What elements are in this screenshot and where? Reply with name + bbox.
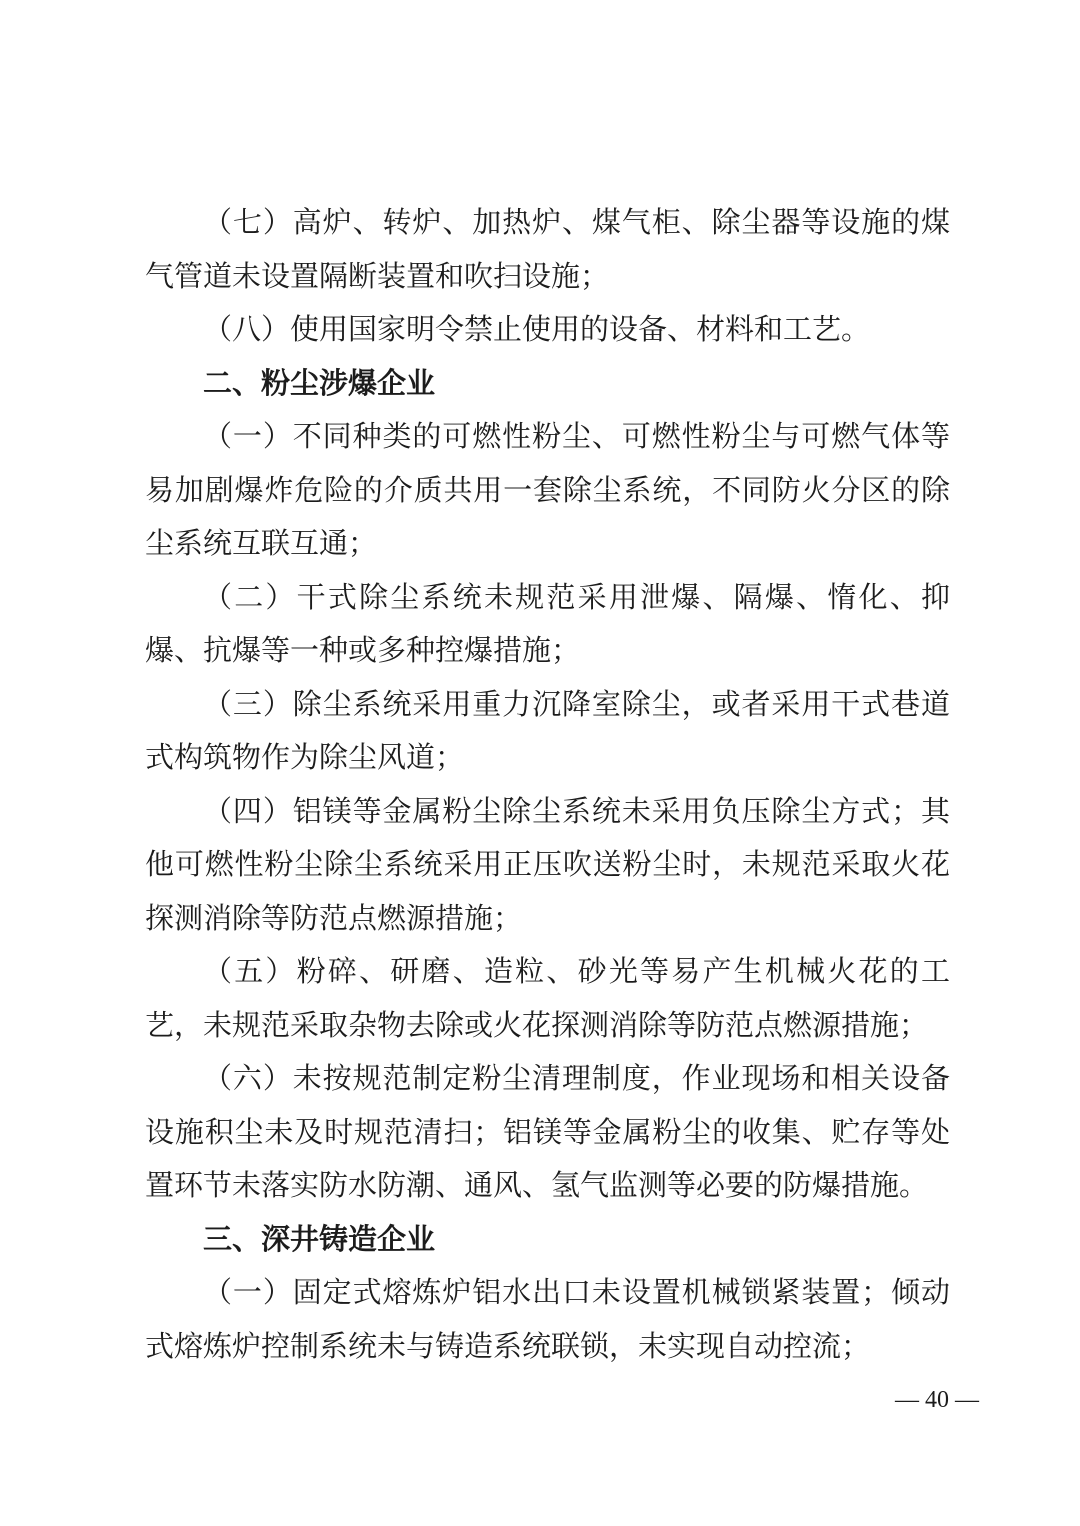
section-heading-deep-well-casting: 三、深井铸造企业	[203, 1221, 436, 1256]
document-body	[145, 196, 950, 1373]
paragraph-item-8: （八）使用国家明令禁止使用的设备、材料和工艺。	[203, 312, 871, 346]
paragraph-item-5: （五）粉碎、研磨、造粒、砂光等易产生机械火花的工艺，未规范采取杂物去除或火花探测消除等防范点燃源措施；	[145, 954, 950, 1042]
paragraph-item-7: （七）高炉、转炉、加热炉、煤气柜、除尘器等设施的煤气管道未设置隔断装置和吹扫设施；	[145, 205, 950, 293]
paragraph-item-2: （二）干式除尘系统未规范采用泄爆、隔爆、惰化、抑爆、抗爆等一种或多种控爆措施；	[145, 579, 950, 667]
paragraph-item-6: （六）未按规范制定粉尘清理制度，作业现场和相关设备设施积尘未及时规范清扫；铝镁等金属粉尘的收集、贮存等处置环节未落实防水防潮、通风、氢气监测等必要的防爆措施。	[145, 1061, 950, 1202]
paragraph-item-3: （三）除尘系统采用重力沉降室除尘，或者采用干式巷道式构筑物作为除尘风道；	[145, 686, 950, 774]
page-number: — 40 —	[895, 1387, 979, 1413]
section-heading-dust-explosion: 二、粉尘涉爆企业	[203, 365, 436, 400]
paragraph-item-casting-1: （一）固定式熔炼炉铝水出口未设置机械锁紧装置；倾动式熔炼炉控制系统未与铸造系统联锁，未实现自动控流；	[145, 1275, 950, 1363]
paragraph-item-4: （四）铝镁等金属粉尘除尘系统未采用负压除尘方式；其他可燃性粉尘除尘系统采用正压吹送粉尘时，未规范采取火花探测消除等防范点燃源措施；	[145, 793, 950, 935]
paragraph-item-1: （一）不同种类的可燃性粉尘、可燃性粉尘与可燃气体等易加剧爆炸危险的介质共用一套除尘系统，不同防火分区的除尘系统互联互通；	[145, 419, 950, 560]
